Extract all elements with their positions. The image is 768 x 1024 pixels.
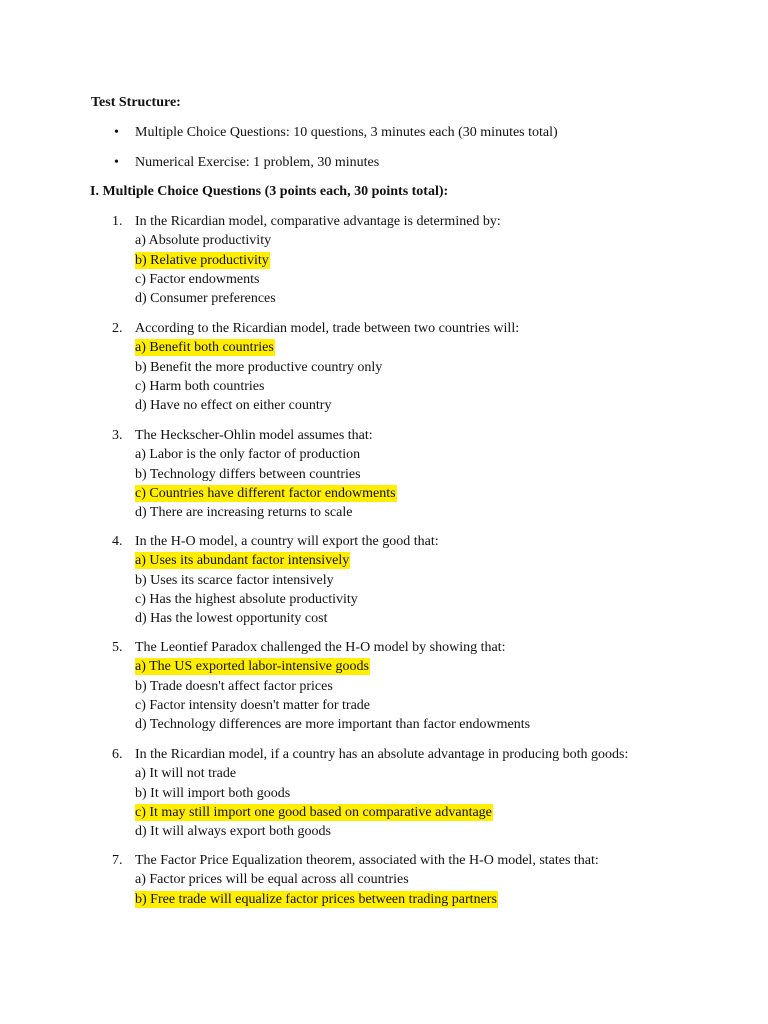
answer-option-text: d) There are increasing returns to scale xyxy=(135,505,353,521)
answer-option xyxy=(135,696,531,715)
answer-option xyxy=(135,590,359,609)
answer-option xyxy=(135,270,277,289)
answer-option-text: d) Consumer preferences xyxy=(135,291,276,307)
highlighted-answer-option xyxy=(135,251,277,270)
highlighted-answer-option xyxy=(135,338,383,357)
answer-option-text: b) Technology differs between countries xyxy=(135,466,361,482)
answer-option-text: b) Free trade will equalize factor prices between trading partners xyxy=(135,891,497,907)
answer-option xyxy=(135,465,397,484)
question-stem: In the Ricardian model, if a country has an absolute advantage in producing both goods: xyxy=(135,747,629,762)
answer-option-text: a) Uses its abundant factor intensively xyxy=(135,553,350,569)
answer-option-text: c) It may still import one good based on comparative advantage xyxy=(135,804,492,820)
answer-option xyxy=(135,445,397,464)
answer-options xyxy=(135,657,531,734)
answer-option-text: a) Labor is the only factor of production xyxy=(135,447,361,463)
answer-option-text: b) Relative productivity xyxy=(135,252,269,268)
answer-options xyxy=(135,338,383,415)
question-number: 5. xyxy=(112,640,123,655)
answer-option-text: b) Trade doesn't affect factor prices xyxy=(135,678,333,694)
highlighted-answer-option xyxy=(135,657,531,676)
bullet-text: Multiple Choice Questions: 10 questions, 3 minutes each (30 minutes total) xyxy=(135,125,558,140)
answer-options xyxy=(135,445,397,522)
answer-options xyxy=(135,870,498,909)
answer-option xyxy=(135,231,277,250)
answer-option-text: a) It will not trade xyxy=(135,766,237,782)
answer-option xyxy=(135,358,383,377)
question-stem: According to the Ricardian model, trade between two countries will: xyxy=(135,321,520,336)
answer-option-text: d) It will always export both goods xyxy=(135,824,331,840)
answer-option-text: a) Factor prices will be equal across all countries xyxy=(135,872,409,888)
answer-option-text: d) Has the lowest opportunity cost xyxy=(135,611,328,627)
answer-option-text: b) Uses its scarce factor intensively xyxy=(135,572,334,588)
answer-option-text: c) Harm both countries xyxy=(135,378,265,394)
answer-option xyxy=(135,289,277,308)
question-number: 4. xyxy=(112,534,123,549)
question-stem: In the Ricardian model, comparative advantage is determined by: xyxy=(135,214,501,229)
question-number: 1. xyxy=(112,214,123,229)
answer-option-text: a) Benefit both countries xyxy=(135,340,274,356)
answer-option xyxy=(135,571,359,590)
answer-option-text: d) Technology differences are more important than factor endowments xyxy=(135,717,531,733)
question-number: 2. xyxy=(112,321,123,336)
answer-option-text: c) Has the highest absolute productivity xyxy=(135,591,358,607)
section-title: I. Multiple Choice Questions (3 points each, 30 points total): xyxy=(90,184,449,199)
question-stem: The Heckscher-Ohlin model assumes that: xyxy=(135,428,373,443)
answer-option xyxy=(135,677,531,696)
question-stem: The Factor Price Equalization theorem, associated with the H-O model, states that: xyxy=(135,853,599,868)
highlighted-answer-option xyxy=(135,551,359,570)
test-structure-heading: Test Structure: xyxy=(91,95,181,110)
answer-option-text: d) Have no effect on either country xyxy=(135,398,332,414)
answer-option xyxy=(135,870,498,889)
question-number: 3. xyxy=(112,428,123,443)
answer-option xyxy=(135,396,383,415)
answer-options xyxy=(135,231,277,308)
answer-option-text: a) Absolute productivity xyxy=(135,233,272,249)
answer-options xyxy=(135,551,359,628)
question-stem: The Leontief Paradox challenged the H-O model by showing that: xyxy=(135,640,506,655)
answer-options xyxy=(135,764,493,841)
question-stem: In the H-O model, a country will export the good that: xyxy=(135,534,439,549)
question-number: 7. xyxy=(112,853,123,868)
answer-option-text: c) Factor intensity doesn't matter for trade xyxy=(135,697,370,713)
answer-option-text: c) Factor endowments xyxy=(135,271,260,287)
answer-option xyxy=(135,503,397,522)
answer-option xyxy=(135,784,493,803)
answer-option xyxy=(135,715,531,734)
question-number: 6. xyxy=(112,747,123,762)
highlighted-answer-option xyxy=(135,803,493,822)
answer-option-text: b) Benefit the more productive country only xyxy=(135,359,383,375)
bullet-icon: • xyxy=(114,125,119,140)
answer-option-text: c) Countries have different factor endowments xyxy=(135,485,396,501)
answer-option xyxy=(135,609,359,628)
answer-option xyxy=(135,764,493,783)
highlighted-answer-option xyxy=(135,484,397,503)
answer-option-text: a) The US exported labor-intensive goods xyxy=(135,659,369,675)
answer-option-text: b) It will import both goods xyxy=(135,785,291,801)
bullet-text: Numerical Exercise: 1 problem, 30 minutes xyxy=(135,155,380,170)
highlighted-answer-option xyxy=(135,890,498,909)
bullet-icon: • xyxy=(114,155,119,170)
answer-option xyxy=(135,377,383,396)
answer-option xyxy=(135,822,493,841)
